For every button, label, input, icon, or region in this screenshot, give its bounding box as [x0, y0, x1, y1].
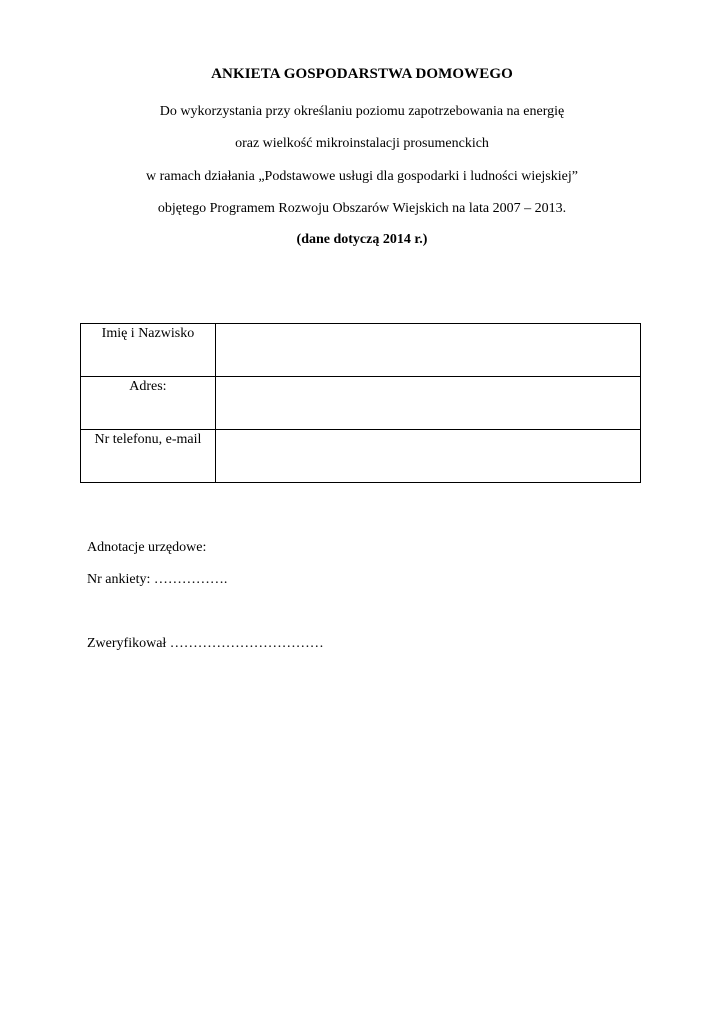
survey-number-line: Nr ankiety: …………….: [87, 572, 228, 587]
intro-line-2: oraz wielkość mikroinstalacji prosumenckich: [235, 136, 489, 151]
address-label: Adres:: [81, 377, 216, 430]
household-info-table: [80, 323, 641, 483]
intro-line-1: Do wykorzystania przy określaniu poziomu zapotrzebowania na energię: [159, 104, 565, 119]
name-field[interactable]: [215, 324, 640, 377]
contact-field[interactable]: [215, 430, 640, 483]
data-year-note: (dane dotyczą 2014 r.): [296, 232, 428, 247]
table-row: [81, 324, 641, 377]
name-label: Imię i Nazwisko: [81, 324, 216, 377]
table-row: [81, 377, 641, 430]
intro-line-4: objętego Programem Rozwoju Obszarów Wiejskich na lata 2007 – 2013.: [157, 201, 567, 216]
official-annotations-heading: Adnotacje urzędowe:: [87, 540, 207, 555]
document-title: ANKIETA GOSPODARSTWA DOMOWEGO: [211, 66, 513, 82]
contact-label: Nr telefonu, e-mail: [81, 430, 216, 483]
verified-by-line: Zweryfikował ……………………………: [87, 636, 324, 651]
table-row: [81, 430, 641, 483]
intro-line-3: w ramach działania „Podstawowe usługi dla gospodarki i ludności wiejskiej”: [146, 169, 578, 184]
address-field[interactable]: [215, 377, 640, 430]
